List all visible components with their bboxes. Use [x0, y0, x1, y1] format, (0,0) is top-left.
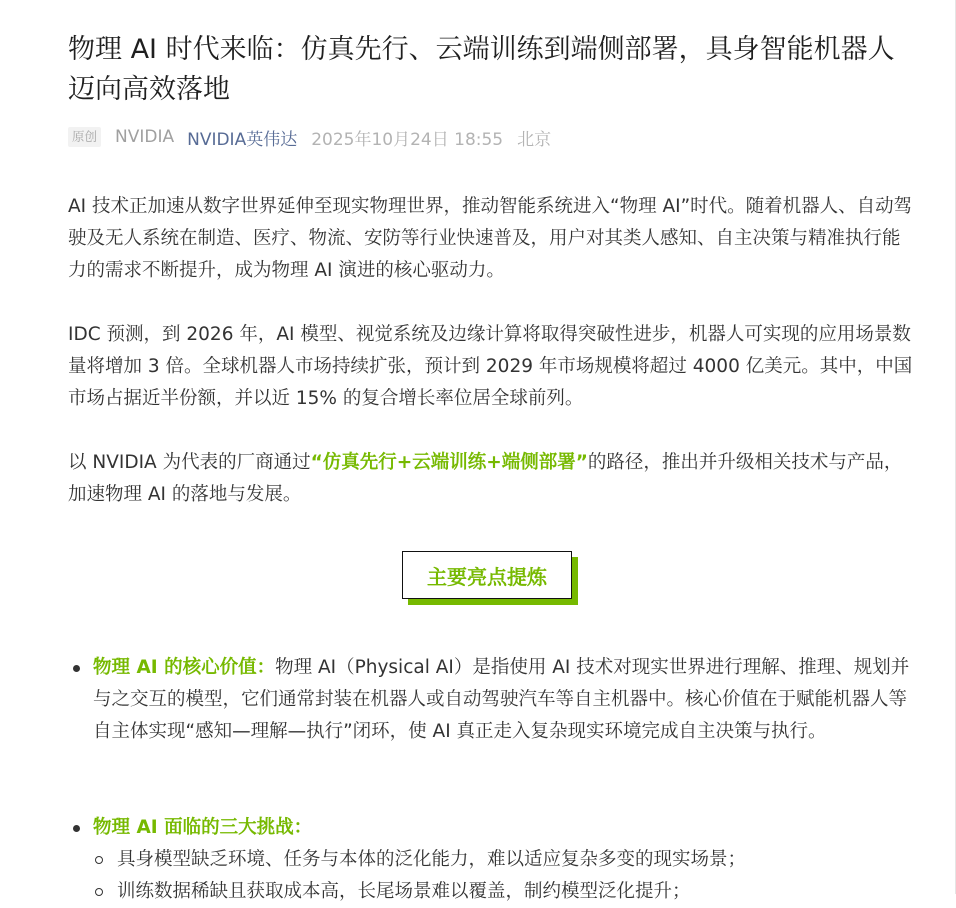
sub-bullet-circle [95, 856, 103, 864]
paragraph-nvidia-path-highlight: “仿真先行+云端训练+端侧部署” [310, 452, 588, 473]
account-link[interactable]: NVIDIA英伟达 [187, 129, 298, 150]
bullet-challenges-text [93, 812, 916, 844]
bullet-heading: 物理 AI 的核心价值： [93, 657, 276, 678]
article-meta [68, 124, 551, 150]
sub-item-text: 具身模型缺乏环境、任务与本体的泛化能力，难以适应复杂多变的现实场景； [117, 849, 747, 870]
bullet-challenges [68, 812, 916, 844]
article-title: 物理 AI 时代来临：仿真先行、云端训练到端侧部署，具身智能机器人迈向高效落地 [68, 34, 895, 105]
paragraph-idc-forecast: IDC 预测，到 2026 年，AI 模型、视觉系统及边缘计算将取得突破性进步，机器人可实现的应用场景数量将增加 3 倍。全球机器人市场持续扩张，预计到 2029 年市场规模将超过 4000 亿美元。其中，中国市场占据近半份额，并以近 15% 的复合增长率位居全球前列。 [68, 324, 913, 409]
author-name: NVIDIA [115, 127, 175, 147]
bullet-core-value [68, 652, 916, 748]
bullet-heading: 物理 AI 面临的三大挑战： [93, 817, 313, 838]
highlights-section-header [402, 551, 580, 607]
bullet-dot [73, 665, 80, 672]
paragraph-nvidia-path [68, 447, 916, 511]
sub-item-training-data [93, 876, 923, 908]
sub-item-text: 训练数据稀缺且获取成本高，长尾场景难以覆盖，制约模型泛化提升； [117, 881, 691, 902]
bullet-dot [73, 825, 80, 832]
original-tag: 原创 [68, 127, 101, 147]
bullet-body: 物理 AI（Physical AI）是指使用 AI 技术对现实世界进行理解、推理、规划并与之交互的模型，它们通常封装在机器人或自动驾驶汽车等自主机器中。核心价值在于赋能机器人等自主体实现“感知—理解—执行”闭环，使 AI 真正走入复杂现实环境完成自主决策与执行。 [93, 657, 910, 742]
bullet-core-value-text [93, 652, 916, 748]
paragraph-nvidia-path-tail: 的路径，推出并升级相关技术与产品，加速物理 AI 的落地与发展。 [68, 452, 903, 505]
publish-date: 2025年10月24日 18:55 [311, 129, 504, 150]
paragraph-intro: AI 技术正加速从数字世界延伸至现实物理世界，推动智能系统进入“物理 AI”时代。随着机器人、自动驾驶及无人系统在制造、医疗、物流、安防等行业快速普及，用户对其类人感知、自主决策与精准执行能力的需求不断提升，成为物理 AI 演进的核心驱动力。 [68, 196, 913, 281]
highlights-header-box: 主要亮点提炼 [402, 551, 572, 599]
paragraph-nvidia-path-lead: 以 NVIDIA 为代表的厂商通过 [68, 452, 311, 473]
sub-item-generalization [93, 844, 923, 876]
sub-bullet-circle [95, 888, 103, 896]
publish-location: 北京 [517, 129, 552, 150]
